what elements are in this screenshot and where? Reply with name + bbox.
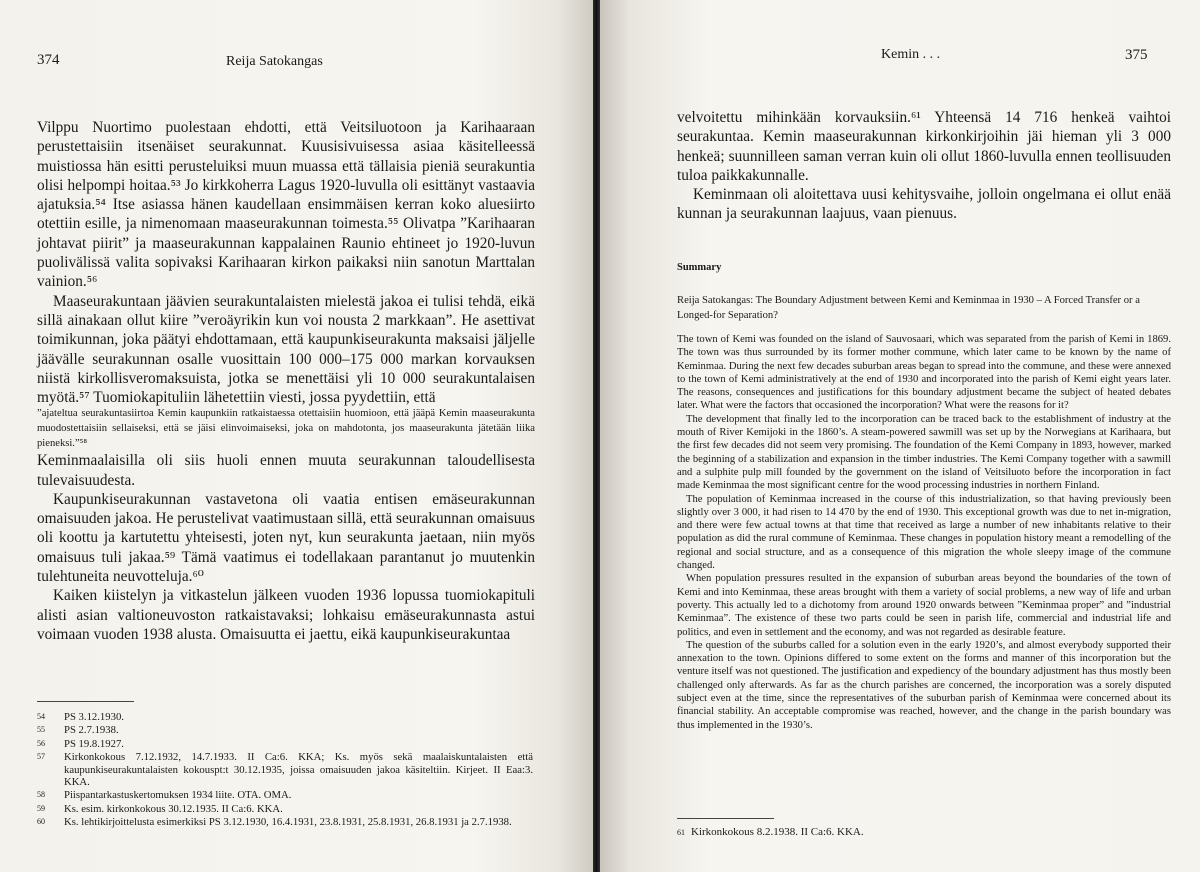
footnote xyxy=(37,803,533,815)
paragraph: Vilppu Nuortimo puolestaan ehdotti, että Veitsiluotoon ja Karihaaraan perustettaisiin itsenäiset seurakunnat. Kuusisivuisessa asiaa käsitelleessä muistiossa hän esitti perusteluiksi muun muassa että tällaisia pieniä seurakuntia olisi helpompi hoitaa.⁵³ Jo kirkkoherra Lagus 1920-luvulla oli esittänyt vastaavia ajatuksia.⁵⁴ Itse asiassa hänen kaudellaan ensimmäisen kerran koko aluesiirto otettiin esille, ja nimenomaan maaseurakunnan toimesta.⁵⁵ Olivatpa ”Karihaaran johtavat piirit” ja maaseurakunnan kappalainen Raunio ehtineet jo 1920-luvun puolivälissä valita sopivaksi Karihaaran kirkon paikaksi niin sanotun Marttalan vainion.⁵⁶ xyxy=(37,119,535,291)
footnote-text: Ks. lehtikirjoittelusta esimerkiksi PS 3.12.1930, 16.4.1931, 23.8.1931, 25.8.1931, 26.8.1931 ja 2.7.1938. xyxy=(64,816,512,829)
footnote-number: 59 xyxy=(37,803,45,813)
footnote-number: 61 xyxy=(677,828,685,837)
footnote-rule xyxy=(37,701,134,702)
body-text xyxy=(37,118,535,644)
footnote-text: PS 2.7.1938. xyxy=(64,724,119,737)
body-text xyxy=(677,108,1171,224)
footnote-number: 58 xyxy=(37,790,45,800)
footnote-text: Piispantarkastuskertomuksen 1934 liite. OTA. OMA. xyxy=(64,789,292,802)
footnote xyxy=(37,711,533,723)
paragraph: Kaiken kiistelyn ja vitkastelun jälkeen vuoden 1936 lopussa tuomiokapituli alisti asian valtioneuvoston ratkaistavaksi; lohkaisu emäseurakunnasta astui voimaan vuoden 1938 alusta. Omaisuutta ei jaettu, eikä kaupunkiseurakuntaa xyxy=(37,587,535,643)
footnote xyxy=(37,789,533,801)
footnote-text: Kirkonkokous 7.12.1932, 14.7.1933. II Ca:6. KKA; Ks. myös sekä maalaiskuntalaisten että kaupunkiseurakuntalaisten kokouspt:t 30.12.1935, joissa omaisuuden jakoa käsiteltiin. Kirjeet. II Eaa:3. KKA. xyxy=(64,751,533,789)
footnote-text: PS 3.12.1930. xyxy=(64,711,124,723)
left-page xyxy=(0,0,593,872)
paragraph: Kaupunkiseurakunnan vastavetona oli vaatia entisen emäseurakunnan omaisuuden jakoa. He perustelivat vaatimustaan sillä, että seurakunnan omaisuus oli koottu ja kartutettu yhteisesti, joten nyt, kun seurakunta jaetaan, niin myös omaisuus tuli jakaa.⁵⁹ Tämä vaatimus ei todellakaan parantanut jo muutenkin tulehtuneita neuvotteluja.⁶⁰ xyxy=(37,490,535,586)
footnote xyxy=(37,724,533,736)
footnote-number: 55 xyxy=(37,725,45,735)
footnote xyxy=(677,826,864,838)
footnote-number: 54 xyxy=(37,712,45,721)
footnote-list xyxy=(37,711,533,830)
summary-paragraph: The question of the suburbs called for a solution even in the early 1920’s, and almost everybody supported their annexation to the town. Opinions differed to some extent on the forms and manner of this incorporation but the venture itself was not questioned. The justification and expediency of the boundary adjustment has thus mostly been challenged only afterwards. As far as the church parishes are concerned, the incorporation was a sorely disputed subject even at the time, since the representatives of the suburban parish of Keminmaa were concerned about its financial stability. An acceptable compromise was reached, however, and the change in the parish boundary was thus implemented in the 1930’s. xyxy=(677,639,1171,731)
footnote-text: PS 19.8.1927. xyxy=(64,737,124,750)
footnote-number: 57 xyxy=(37,752,45,762)
paragraph: velvoitettu mihinkään korvauksiin.⁶¹ Yhteensä 14 716 henkeä vaihtoi seurakuntaa. Kemin maaseurakunnan kirkonkirjoihin jäi hieman yli 3 000 henkeä; suunnilleen saman verran kuin oli ollut 1860-luvulla ennen teollisuuden tuloa paikkakunnalle. xyxy=(677,109,1171,184)
summary-heading: Summary xyxy=(677,262,722,273)
footnote-rule xyxy=(677,818,774,819)
summary-title: Reija Satokangas: The Boundary Adjustment between Kemi and Keminmaa in 1930 – A Forced Transfer or a Longed-for Separation? xyxy=(677,295,1140,321)
footnote-number: 60 xyxy=(37,817,45,827)
footnote-text: Kirkonkokous 8.2.1938. II Ca:6. KKA. xyxy=(691,826,864,838)
footnote xyxy=(37,751,533,788)
block-quote: ”ajateltua seurakuntasiirtoa Kemin kaupunkiin ratkaistaessa otettaisiin huomioon, että jääpä Kemin maaseurakunta muodostettaisiin sellaiseksi, että se jäisi elinvoimaiseksi, joka on mahdotonta, jos maaseurakunta jätetään liika pieneksi.”⁵⁸ xyxy=(37,408,535,449)
summary-paragraph: The population of Keminmaa increased in the course of this industrialization, so that having previously been slightly over 3 000, it had risen to 14 470 by the end of 1930. This exceptional growth was due to net in-migration, and there were few actual towns at that time that received as large a number of new inhabitants relative to their population as did the rural commune of Keminmaa. These changes in population history meant a remodelling of the regional and social structure, and as a consequence of this migration the whole sleepy image of the commune changed. xyxy=(677,493,1171,572)
running-head: Kemin . . . xyxy=(881,47,941,62)
summary-body xyxy=(677,333,1171,732)
footnote-text: Ks. esim. kirkonkokous 30.12.1935. II Ca:6. KKA. xyxy=(64,802,283,815)
paragraph: Keminmaalaisilla oli siis huoli ennen muuta seurakunnan taloudellisesta tulevaisuudesta. xyxy=(37,452,535,489)
summary-paragraph: The town of Kemi was founded on the island of Sauvosaari, which was separated from the parish of Kemi in 1869. The town was thus surrounded by its former mother commune, which later came to be known by the name of Keminmaa. During the next few decades suburban areas began to spread into the commune, and these were annexed to the town of Kemi administratively at the end of 1930 and incorporated into the parish of Kemi eight years later. The reasons, consequences and justifications for this boundary adjustment became the subject of heated debates later. What were the factors that occasioned the incorporation? What were the reasons for it? xyxy=(677,334,1171,412)
summary-paragraph: When population pressures resulted in the expansion of suburban areas beyond the boundaries of the town of Kemi and into Keminmaa, these areas brought with them a variety of social problems, a new way of life and urban poverty. This actually led to a dichotomy from around 1920 onwards between ”Keminmaa proper” and ”industrial Keminmaa”. The existence of these two parts could be seen in parish life, commercial and industrial life and politics, and even in settlement and the economy, and was not regarded as desirable feature. xyxy=(677,573,1171,638)
page-number: 374 xyxy=(37,52,60,68)
footnote xyxy=(37,738,533,750)
footnote-number: 56 xyxy=(37,738,45,748)
paragraph: Keminmaan oli aloitettava uusi kehitysvaihe, jolloin ongelmana ei ollut enää kunnan ja seurakunnan laajuus, vaan pienuus. xyxy=(677,186,1171,223)
paragraph: Maaseurakuntaan jäävien seurakuntalaisten mielestä jakoa ei tulisi tehdä, eikä sillä ainakaan ollut kiire ”veroäyrikin kun voi nousta 2 markkaan”. He asettivat toimikunnan, joka päätyi ehdottamaan, että kaupunkiseurakunta maksaisi jäljelle jäävälle seurakunnan osalle vuosittain 100 000–175 000 markan korvauksen niistä kirkollisveromaksuista, jotka se menettäisi yli 10 000 seurakuntalaisen myötä.⁵⁷ Tuomiokapituliin lähetettiin viesti, jossa pyydettiin, että xyxy=(37,292,535,407)
running-head: Reija Satokangas xyxy=(226,54,323,69)
book-gutter xyxy=(593,0,600,872)
footnote xyxy=(37,816,533,828)
page-number: 375 xyxy=(1125,47,1148,63)
summary-paragraph: The development that finally led to the incorporation can be traced back to the establishment of industry at the mouth of River Kemijoki in the 1860’s. A steam-powered sawmill was set up by the Norwegians at Karihaara, but the first few decades did not seem very promising. The foundation of the Kemi Company in 1893, however, marked the beginning of a stabilization and expansion in the timber industries. The Kemi Company together with a sawmill and a sulphite pulp mill founded by the government on the island of Veitsiluoto before the incorporation in fact made Keminmaa the most significant centre for the wood processing industries in northern Finland. xyxy=(677,413,1171,492)
